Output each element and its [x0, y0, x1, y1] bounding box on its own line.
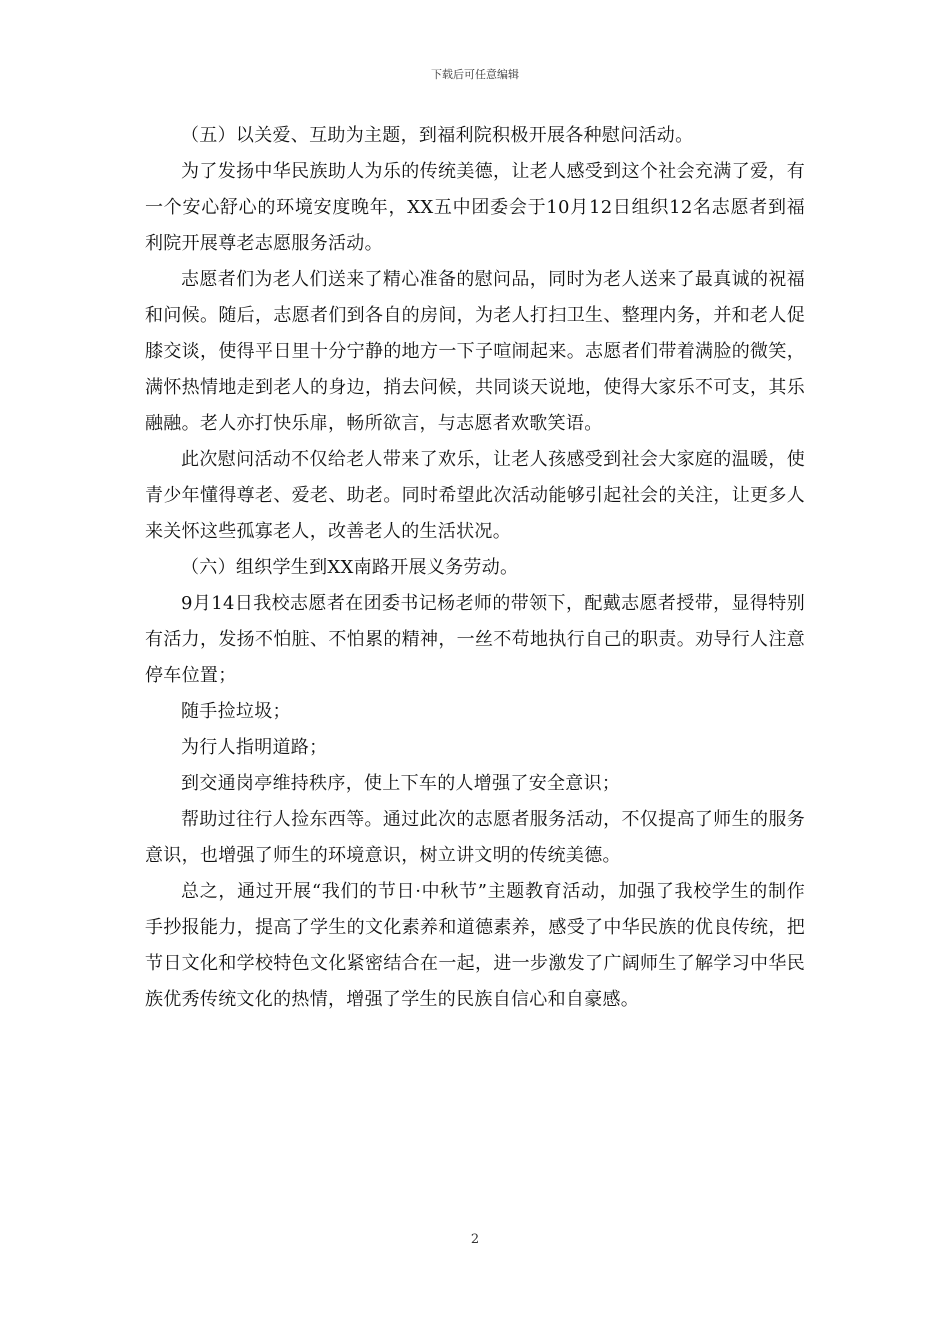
- paragraph: 总之，通过开展“我们的节日·中秋节”主题教育活动，加强了我校学生的制作手抄报能力，提高了学生的文化素养和道德素养，感受了中华民族的优良传统，把节日文化和学校特色文化紧密结合在一起，进一步激发了广阔师生了解学习中华民族优秀传统文化的热情，增强了学生的民族自信心和自豪感。: [145, 881, 805, 1010]
- paragraph: 随手捡垃圾；: [181, 701, 291, 722]
- paragraph: 到交通岗亭维持秩序，使上下车的人增强了安全意识；: [181, 773, 621, 794]
- paragraph: 9月14日我校志愿者在团委书记杨老师的带领下，配戴志愿者授带，显得特别有活力，发扬不怕脏、不怕累的精神，一丝不苟地执行自己的职责。劝导行人注意停车位置；: [145, 593, 805, 686]
- paragraph: （六）组织学生到XX南路开展义务劳动。: [181, 557, 519, 578]
- paragraph: 为行人指明道路；: [181, 737, 328, 758]
- page-header: 下载后可任意编辑: [431, 68, 519, 81]
- paragraph: （五）以关爱、互助为主题，到福利院积极开展各种慰问活动。: [181, 125, 694, 146]
- paragraph: 为了发扬中华民族助人为乐的传统美德，让老人感受到这个社会充满了爱，有一个安心舒心的环境安度晚年，XX五中团委会于10月12日组织12名志愿者到福利院开展尊老志愿服务活动。: [145, 161, 805, 254]
- paragraph: 此次慰问活动不仅给老人带来了欢乐，让老人孩感受到社会大家庭的温暖，使青少年懂得尊老、爱老、助老。同时希望此次活动能够引起社会的关注，让更多人来关怀这些孤寡老人，改善老人的生活状况。: [145, 449, 805, 542]
- document-body: [145, 118, 805, 1018]
- page-number: 2: [470, 1232, 480, 1247]
- paragraph: 志愿者们为老人们送来了精心准备的慰问品，同时为老人送来了最真诚的祝福和问候。随后，志愿者们到各自的房间，为老人打扫卫生、整理内务，并和老人促膝交谈，使得平日里十分宁静的地方一下子喧闹起来。志愿者们带着满脸的微笑，满怀热情地走到老人的身边，捎去问候，共同谈天说地，使得大家乐不可支，其乐融融。老人亦打快乐扉，畅所欲言，与志愿者欢歌笑语。: [145, 269, 805, 434]
- paragraph: 帮助过往行人捡东西等。通过此次的志愿者服务活动，不仅提高了师生的服务意识，也增强了师生的环境意识，树立讲文明的传统美德。: [145, 809, 805, 866]
